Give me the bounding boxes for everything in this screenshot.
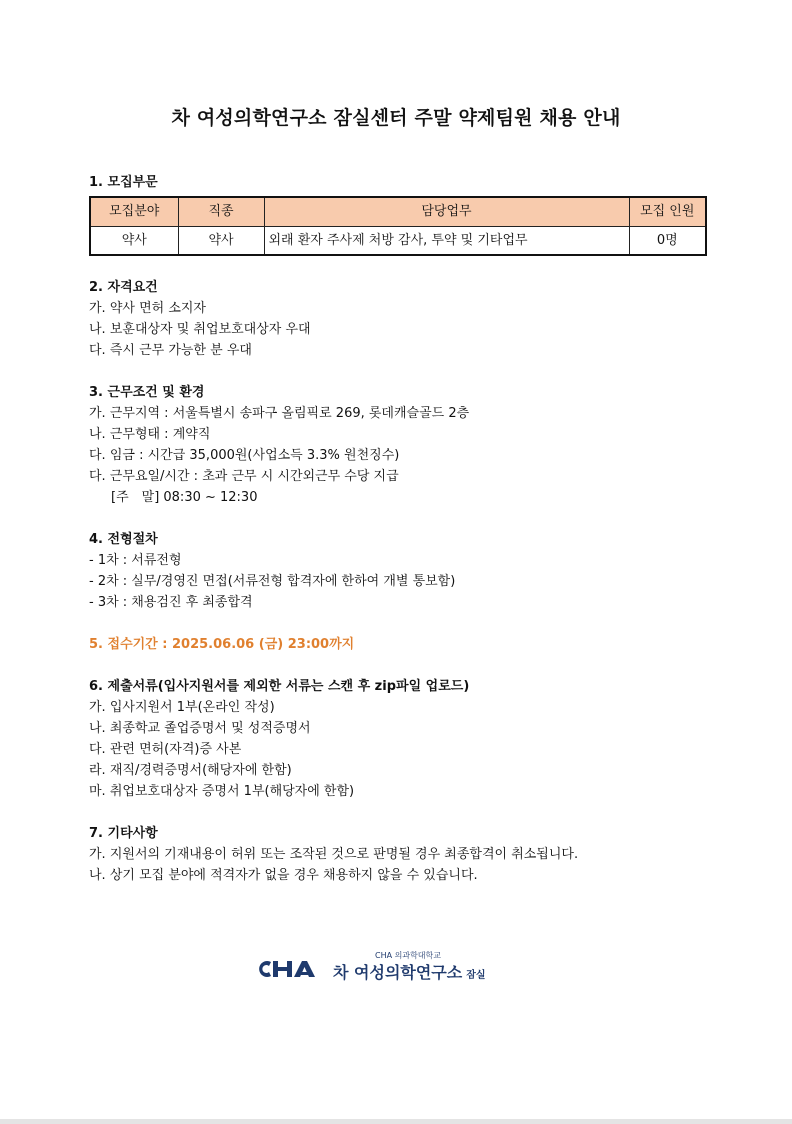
column-header: 모집 인원 — [629, 197, 706, 226]
list-item: - 3차 : 채용검진 후 최종합격 — [89, 595, 253, 610]
list-item: 가. 입사지원서 1부(온라인 작성) — [89, 700, 275, 715]
logo-subtitle: CHA 의과학대학교 — [375, 951, 441, 960]
section-selection-process — [89, 529, 709, 613]
table-cell: 0명 — [629, 226, 706, 255]
list-item: 다. 관련 면허(자격)증 사본 — [89, 742, 242, 757]
logo-name — [333, 960, 486, 983]
list-item: 나. 상기 모집 분야에 적격자가 없을 경우 채용하지 않을 수 있습니다. — [89, 868, 478, 883]
document-body — [89, 172, 709, 907]
section-heading: 6. 제출서류(입사지원서를 제외한 서류는 스캔 후 zip파일 업로드) — [89, 679, 470, 694]
cha-logo-mark-icon — [258, 958, 322, 980]
document-title: 차 여성의학연구소 잠실센터 주말 약제팀원 채용 안내 — [171, 107, 621, 129]
section-work-conditions — [89, 382, 709, 508]
table-cell: 외래 환자 주사제 처방 감사, 투약 및 기타업무 — [264, 226, 629, 255]
section-heading: 7. 기타사항 — [89, 826, 158, 841]
list-item: 다. 근무요일/시간 : 초과 근무 시 시간외근무 수당 지급 — [89, 469, 399, 484]
application-deadline: 5. 접수기간 : 2025.06.06 (금) 23:00까지 — [89, 637, 355, 652]
list-item: 라. 재직/경력증명서(해당자에 한함) — [89, 763, 292, 778]
logo-name-text: 차 여성의학연구소 — [333, 963, 463, 982]
section-heading: 1. 모집부문 — [89, 175, 158, 190]
section-recruitment — [89, 172, 709, 256]
table-header-row — [90, 197, 706, 226]
list-item: 나. 근무형태 : 계약직 — [89, 427, 211, 442]
section-other — [89, 823, 709, 886]
table-row — [90, 226, 706, 255]
list-item: 나. 최종학교 졸업증명서 및 성적증명서 — [89, 721, 311, 736]
section-heading: 4. 전형절차 — [89, 532, 158, 547]
list-item: 가. 약사 면허 소지자 — [89, 301, 206, 316]
section-heading: 2. 자격요건 — [89, 280, 158, 295]
list-item: - 1차 : 서류전형 — [89, 553, 182, 568]
list-item: 가. 지원서의 기재내용이 허위 또는 조작된 것으로 판명될 경우 최종합격이 취소됩니다. — [89, 847, 579, 862]
list-item: 다. 임금 : 시간급 35,000원(사업소득 3.3% 원천징수) — [89, 448, 400, 463]
column-header: 직종 — [178, 197, 264, 226]
section-documents — [89, 676, 709, 802]
logo-branch: 잠실 — [466, 970, 486, 981]
schedule-line: [주 말] 08:30 ~ 12:30 — [111, 490, 258, 505]
page-bottom-edge — [0, 1119, 792, 1124]
table-cell: 약사 — [90, 226, 178, 255]
table-cell: 약사 — [178, 226, 264, 255]
column-header: 모집분야 — [90, 197, 178, 226]
list-item: 마. 취업보호대상자 증명서 1부(해당자에 한함) — [89, 784, 355, 799]
list-item: 다. 즉시 근무 가능한 분 우대 — [89, 343, 252, 358]
list-item: 가. 근무지역 : 서울특별시 송파구 올림픽로 269, 롯데캐슬골드 2층 — [89, 406, 470, 421]
section-qualifications — [89, 277, 709, 361]
section-application-period — [89, 634, 709, 655]
list-item: 나. 보훈대상자 및 취업보호대상자 우대 — [89, 322, 311, 337]
section-heading: 3. 근무조건 및 환경 — [89, 385, 205, 400]
cha-logo — [258, 950, 528, 986]
list-item: - 2차 : 실무/경영진 면접(서류전형 합격자에 한하여 개별 통보함) — [89, 574, 456, 589]
column-header: 담당업무 — [264, 197, 629, 226]
recruitment-table — [89, 196, 707, 256]
